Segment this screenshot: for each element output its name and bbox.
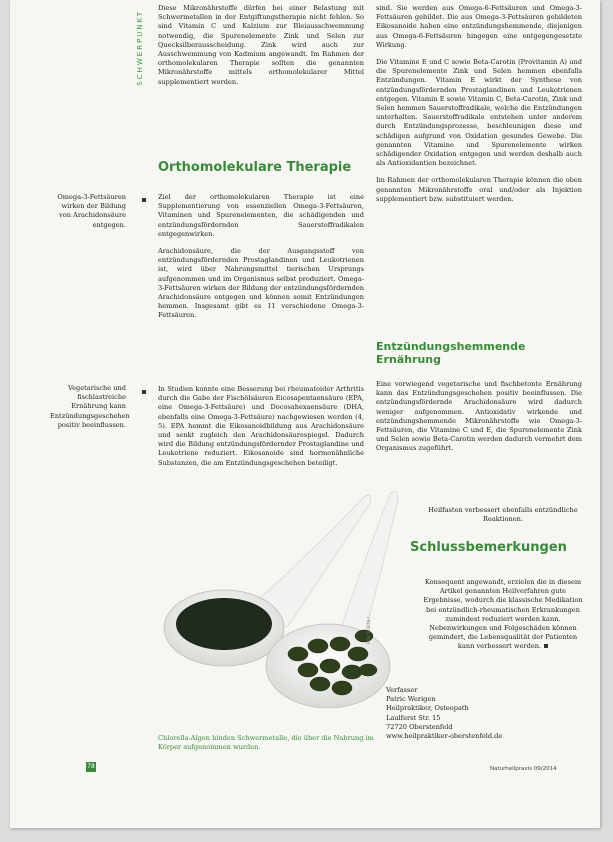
conclusion-text: Konsequent angewandt, erzielen die in diesem Artikel genannten Heilverfahren gute Ergebnisse, wodurch die klassische Medikation bei entzündlich-rheumatischen Erkrankungen zumindest reduziert werden kann. Nebenwirkungen und Folgeschäden können gemindert, die Lebensqualität der Patienten kann verbessert werden. bbox=[423, 578, 583, 651]
author-block bbox=[386, 686, 586, 741]
orthomolecular-text bbox=[158, 193, 364, 327]
studies-paragraph: In Studien konnte eine Besserung bei rheumatoider Arthritis durch die Gabe der Fischölsäuren Eicosapentaensäure (EPA, eine Omega-3-Fettsäure) und Docosahexaensäure (DHA, ebenfalls eine Omega-3-Fettsäure) nachgewiesen werden (4, 5). EPA hemmt die Eikosanoidbildung aus Arachidonsäure und senkt zugleich den Arachidonsäurespiegel. Dadurch wird die Bildung entzündungsfördernder Prostaglandine und Leukotriene reduziert. Eikosanoide sind hormonähnliche Substanzen, die am Entzündungsgeschehen beteiligt. bbox=[158, 385, 364, 467]
magazine-page bbox=[10, 0, 600, 828]
heading-entzuendungshemmende-ernaehrung: Entzündungshemmende Ernährung bbox=[376, 340, 526, 366]
heading-schlussbemerkungen: Schlussbemerkungen bbox=[410, 540, 567, 555]
author-label: Verfasser bbox=[386, 686, 418, 694]
bullet-marker bbox=[142, 390, 146, 394]
intro-paragraph: Diese Mikronährstoffe dürfen bei einer Belastung mit Schwermetallen in der Entgiftungstherapie nicht fehlen. So sind Vitamin C und Kalzium zur Bleiausschwemmung notwendig, die Spurenelemente Zink und Selen zur Quecksilberausscheidung. Zink wird auch zur Ausschwemmung von Kadmium angewandt. Im Rahmen der orthomolekularen Therapie sollten die genannten Mikronährstoffe mittels orthomolekularer Mittel supplementiert werden. bbox=[158, 4, 364, 86]
author-city: 72720 Oberstenfeld bbox=[386, 722, 453, 731]
paragraph: sind. Sie werden aus Omega-6-Fettsäuren und Omega-3-Fettsäuren gebildet. Die aus Omega-3-Fettsäuren gebildeten Eikosanoide haben eine entzündungshemmende, diejenigen aus Omega-6-Fettsäuren hingegen eine entgegengesetzte Wirkung. bbox=[376, 4, 582, 49]
author-website-link[interactable]: www.heilpraktiker-oberstenfeld.de bbox=[386, 732, 503, 741]
sidebar-note-diet: Vegetarische und fischlastreiche Ernährung kann Entzündungsgeschehen positiv beeinflussen. bbox=[50, 384, 130, 429]
photo-caption: Chlorella-Algen binden Schwermetalle, die über die Nahrung im Körper aufgenommen wurden. bbox=[158, 734, 374, 751]
end-mark bbox=[544, 644, 548, 648]
footer-issue: Naturheilpraxis 09/2014 bbox=[490, 766, 557, 772]
section-label: SCHWERPUNKT bbox=[136, 10, 144, 86]
paragraph: Arachidonsäure, die der Ausgangsstoff von entzündungsfördernden Prostaglandinen und Leukotrienen ist, wird über Nahrungsmittel tierischen Ursprungs aufgenommen und im Organismus selbst produziert. Omega-3-Fettsäuren wirken der Bildung der entzündungsfördernden Arachidonsäure entgegen und können somit Entzündungen hemmen. Insgesamt gibt es 11 verschiedene Omega-3-Fettsäuren. bbox=[158, 247, 364, 320]
photo-credit: Foto: Fotolia / ... bbox=[366, 612, 371, 645]
paragraph: Im Rahmen der orthomolekularen Therapie können die oben genannten Mikronährstoffe oral und/oder als Injektion supplementiert bzw. substituiert werden. bbox=[376, 176, 582, 203]
paragraph: Die Vitamine E und C sowie Beta-Carotin (Provitamin A) und die Spurenelemente Zink und Selen hemmen ebenfalls Entzündungen. Vitamin E wirkt der Synthese von entzündungsfördernden Prostaglandinen und Leukotrienen entgegen. Vitamin E sowie Vitamin C, Beta-Carotin, Zink und Selen hemmen Sauerstoffradikale, welche die Entzündungen unterhalten. Sauerstoffradikale entstehen unter anderem durch Entzündungsprozesse, beschleunigen diese und schädigen aufgrund von Oxidation gesundes Gewebe. Die genannten Vitamine und Spurenelemente wirken schädigender Oxidation entgegen und werden deshalb auch als Antioxidantien bezeichnet. bbox=[376, 58, 582, 168]
author-name: Patric Werigen bbox=[386, 695, 436, 704]
page-number: 78 bbox=[87, 763, 95, 770]
conclusion-paragraph bbox=[420, 578, 586, 652]
paragraph: Ziel der orthomolekularen Therapie ist eine Supplementierung von essenziellen Omega-3-Fettsäuren, Vitaminen und Spurenelementen, die schädigenden und entzündungsfördernden Sauerstoffradikalen entgegenwirken. bbox=[158, 193, 364, 238]
paragraph: Eine vorwiegend vegetarische und fischbetonte Ernährung kann das Entzündungsgeschehen positiv beeinflussen. Die entzündungsfördernde Arachidonsäure wird dadurch weniger aufgenommen. Antioxidativ wirkende und entzündungshemmende Mikronährstoffe wie Omega-3-Fettsäuren, die Vitamine C und E, die Spurenelemente Zink und Selen sowie Beta-Carotin werden dadurch vermehrt dem Organismus zugeführt. bbox=[376, 380, 582, 453]
sidebar-note-omega: Omega-3-Fettsäuren wirken der Bildung von Arachidonsäure entgegen. bbox=[57, 193, 126, 229]
fasting-paragraph: Heilfasten verbessert ebenfalls entzündliche Reaktionen. bbox=[428, 506, 578, 524]
diet-text bbox=[376, 380, 582, 460]
heading-orthomolekulare-therapie: Orthomolekulare Therapie bbox=[158, 160, 352, 175]
column-two-text bbox=[376, 4, 582, 210]
bullet-marker bbox=[142, 198, 146, 202]
author-street: Laulferst Str. 15 bbox=[386, 713, 441, 722]
chlorella-powder bbox=[176, 598, 272, 650]
author-title: Heilpraktiker, Osteopath bbox=[386, 704, 469, 713]
